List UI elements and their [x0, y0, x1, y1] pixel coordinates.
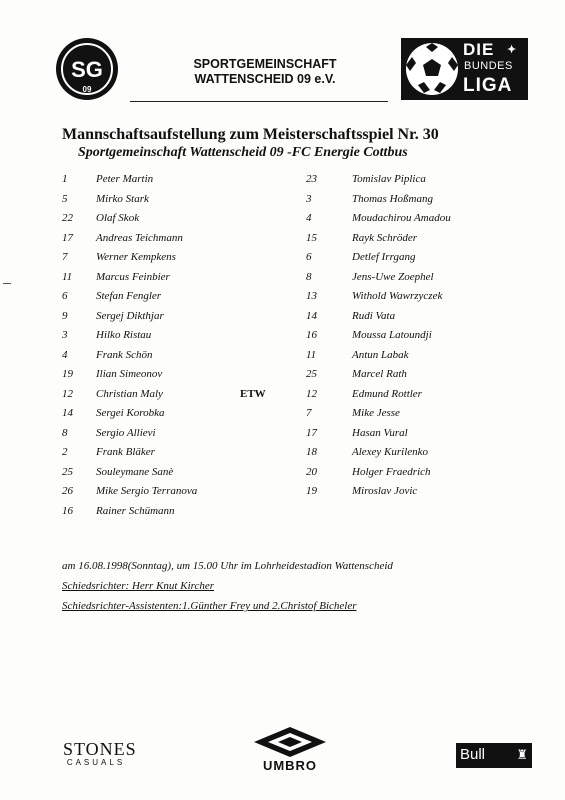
- player-number: 5: [62, 192, 68, 205]
- home-player-row: [62, 307, 240, 327]
- player-name: Andreas Teichmann: [96, 231, 183, 244]
- home-player-row: [62, 229, 240, 249]
- player-number: 16: [306, 329, 317, 341]
- home-player-row: [62, 326, 240, 346]
- home-player-row: [62, 190, 240, 210]
- player-name: Sergio Allievi: [96, 426, 156, 439]
- player-number: 8: [306, 270, 312, 283]
- player-number: 3: [306, 192, 312, 205]
- player-number: 4: [62, 348, 68, 361]
- player-name: Frank Schön: [96, 348, 153, 361]
- liga-liga: LIGA: [463, 75, 513, 96]
- player-number: 14: [62, 407, 73, 419]
- assistants-line: Schiedsrichter-Assistenten:1.Günther Frey und 2.Christof Bicheler: [62, 600, 357, 612]
- home-player-row: [62, 170, 240, 190]
- away-player-row: [306, 248, 451, 268]
- away-player-row: [306, 365, 451, 385]
- player-number: 7: [306, 407, 312, 419]
- home-player-row: [62, 365, 240, 385]
- player-number: 11: [62, 270, 73, 283]
- referee-line: Schiedsrichter: Herr Knut Kircher: [62, 580, 215, 592]
- player-number: 19: [62, 368, 73, 380]
- home-player-row: [62, 268, 240, 288]
- home-player-row: [62, 248, 240, 268]
- home-player-row: [62, 443, 240, 463]
- player-number: 6: [306, 251, 312, 263]
- player-name: Hasan Vural: [352, 426, 408, 439]
- player-name: Moussa Latoundji: [352, 329, 432, 341]
- player-number: 15: [306, 231, 317, 244]
- player-number: 4: [306, 212, 312, 224]
- home-player-row: [62, 404, 240, 424]
- player-name: Olaf Skok: [96, 212, 140, 224]
- bull-wordmark: Bull: [460, 746, 486, 763]
- club-logo-year: 09: [82, 85, 92, 94]
- player-number: 20: [306, 465, 317, 478]
- player-number: 2: [62, 446, 68, 458]
- player-number: 11: [306, 348, 317, 361]
- away-player-row: [306, 463, 451, 483]
- home-player-row: [62, 424, 240, 444]
- away-player-row: [306, 190, 451, 210]
- player-number: 16: [62, 504, 73, 517]
- player-name: Detlef Irrgang: [352, 251, 416, 263]
- player-number: 12: [62, 387, 73, 400]
- player-name: Mike Sergio Terranova: [96, 485, 198, 497]
- player-name: Ilian Simeonov: [96, 368, 163, 380]
- away-player-row: [306, 482, 451, 502]
- player-number: 7: [62, 251, 68, 263]
- player-name: Thomas Hoßmang: [352, 192, 433, 205]
- club-name-line1: SPORTGEMEINSCHAFT: [193, 57, 337, 71]
- club-logo-initials: SG: [71, 57, 103, 82]
- home-player-row: [62, 482, 240, 502]
- player-name: Rayk Schröder: [352, 231, 418, 244]
- away-player-row: [306, 443, 451, 463]
- away-player-list: [306, 170, 451, 502]
- player-name: Sergej Dikthjar: [96, 309, 164, 322]
- bull-crest-icon: ♜: [516, 747, 528, 762]
- player-number: 18: [306, 446, 317, 458]
- player-name: Marcus Feinbier: [96, 270, 170, 283]
- home-player-row: [62, 346, 240, 366]
- player-name: Hilko Ristau: [96, 329, 152, 341]
- margin-mark: [3, 283, 11, 284]
- player-number: 26: [62, 485, 73, 497]
- player-name: Antun Labak: [352, 348, 409, 361]
- umbro-logo: [250, 725, 330, 773]
- player-number: 13: [306, 290, 317, 302]
- player-number: 3: [62, 329, 68, 341]
- player-number: 17: [306, 426, 317, 439]
- club-name: [150, 57, 380, 87]
- player-name: Stefan Fengler: [96, 290, 162, 302]
- umbro-wordmark: UMBRO: [262, 758, 318, 773]
- player-number: 17: [62, 231, 73, 244]
- home-player-row: [62, 463, 240, 483]
- liga-bundes: BUNDES: [464, 60, 513, 72]
- player-name: Tomislav Piplica: [352, 173, 426, 185]
- player-name: Jens-Uwe Zoephel: [352, 270, 434, 283]
- player-name: Werner Kempkens: [96, 251, 176, 263]
- stones-logo-line2: CASUALS: [66, 758, 126, 767]
- player-number: 12: [306, 387, 317, 400]
- away-player-row: [306, 346, 451, 366]
- page-title: Mannschaftsaufstellung zum Meisterschaftsspiel Nr. 30: [62, 126, 439, 143]
- bundesliga-logo: [401, 38, 528, 100]
- away-player-row: [306, 287, 451, 307]
- stones-logo-line1: STONES: [63, 739, 137, 759]
- away-player-row: [306, 326, 451, 346]
- player-name: Rainer Schümann: [96, 504, 175, 517]
- away-player-row: [306, 170, 451, 190]
- player-name: Alexey Kurilenko: [352, 446, 429, 458]
- player-name: Holger Fraedrich: [352, 465, 431, 478]
- player-number: 19: [306, 485, 317, 497]
- football-icon: [404, 41, 460, 97]
- away-player-row: [306, 209, 451, 229]
- away-player-row: [306, 268, 451, 288]
- away-player-row: [306, 385, 451, 405]
- bull-logo: [456, 743, 532, 768]
- player-number: 23: [306, 173, 317, 185]
- player-number: 14: [306, 309, 317, 322]
- match-date-venue: am 16.08.1998(Sonntag), um 15.00 Uhr im Lohrheidestadion Wattenscheid: [62, 560, 393, 572]
- match-subtitle: Sportgemeinschaft Wattenscheid 09 -FC Energie Cottbus: [78, 145, 408, 160]
- player-number: 25: [62, 465, 73, 478]
- liga-die: DIE: [463, 40, 495, 59]
- dfb-eagle-icon: ✦: [507, 44, 517, 56]
- player-name: Christian Maly: [96, 387, 163, 400]
- player-number: 22: [62, 212, 73, 224]
- club-name-line2: WATTENSCHEID 09 e.V.: [194, 72, 336, 86]
- player-number: 1: [62, 173, 68, 185]
- player-number: 8: [62, 426, 68, 439]
- player-name: Marcel Rath: [352, 368, 407, 380]
- player-name: Miroslav Jovic: [352, 485, 418, 497]
- stones-casuals-logo: [63, 739, 137, 768]
- umbro-diamond-icon: [250, 725, 330, 759]
- player-name: Frank Bläker: [96, 446, 155, 458]
- player-name: Edmund Rottler: [352, 387, 422, 400]
- player-name: Mirko Stark: [96, 192, 149, 205]
- away-player-row: [306, 229, 451, 249]
- header-rule: [130, 101, 388, 102]
- player-name: Moudachirou Amadou: [352, 212, 451, 224]
- player-name: Sergei Korobka: [96, 407, 165, 419]
- player-name: Mike Jesse: [352, 407, 400, 419]
- player-number: 9: [62, 309, 68, 322]
- home-player-row: [62, 385, 266, 405]
- away-player-row: [306, 424, 451, 444]
- home-player-row: [62, 502, 240, 522]
- home-player-row: [62, 209, 240, 229]
- player-number: 6: [62, 290, 68, 302]
- player-name: Withold Wawrzyczek: [352, 290, 443, 302]
- player-name: Rudi Vata: [352, 309, 396, 322]
- home-player-row: [62, 287, 240, 307]
- player-note: ETW: [240, 387, 266, 400]
- home-player-list: [62, 170, 266, 521]
- player-name: Peter Martin: [96, 173, 154, 185]
- away-player-row: [306, 404, 451, 424]
- player-name: Souleymane Sanè: [96, 465, 174, 478]
- player-number: 25: [306, 368, 317, 380]
- away-player-row: [306, 307, 451, 327]
- club-logo: [55, 37, 119, 101]
